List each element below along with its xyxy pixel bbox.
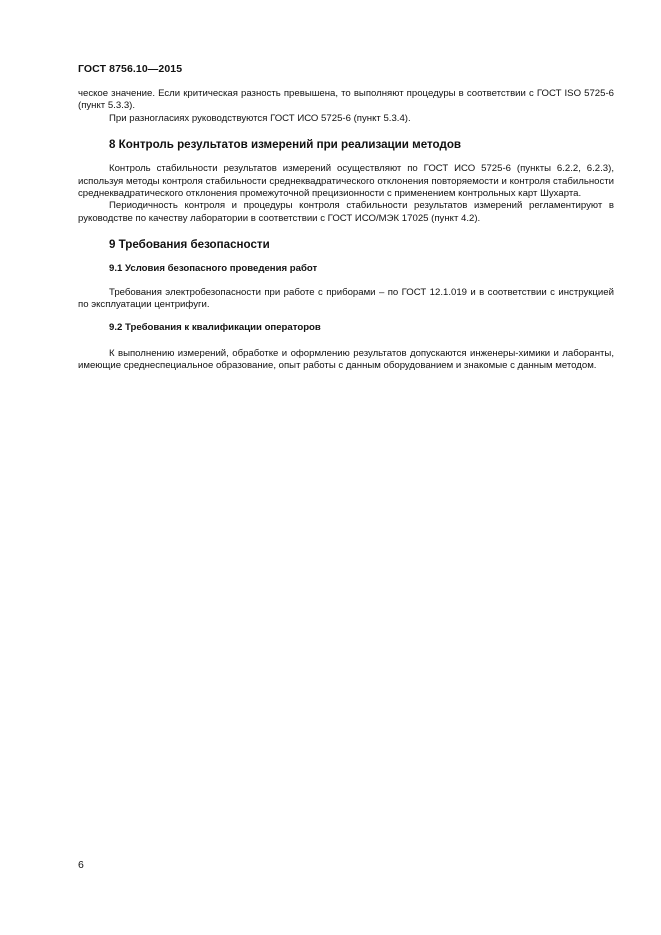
section-8-paragraph-1: Контроль стабильности результатов измерений осуществляют по ГОСТ ИСО 5725-6 (пункты 6.2.2, 6.2.3), используя методы контроля стабильности среднеквадратического отклонения повторяемости и контроля стабильности среднеквадратического отклонения промежуточной прецизионности с применением контрольных карт Шухарта.	[78, 163, 614, 200]
section-8-paragraph-2: Периодичность контроля и процедуры контроля стабильности результатов измерений регламентируют в руководстве по качеству лаборатории в соответствии с ГОСТ ИСО/МЭК 17025 (пункт 4.2).	[78, 200, 614, 224]
page-content	[78, 88, 614, 373]
subsection-9-1-heading: 9.1 Условия безопасного проведения работ	[109, 263, 318, 275]
subsection-9-1-text: Требования электробезопасности при работе с приборами – по ГОСТ 12.1.019 и в соответствии с инструкцией по эксплуатации центрифуги.	[78, 286, 614, 311]
subsection-9-2-text: К выполнению измерений, обработке и оформлению результатов допускаются инженеры-химики и лаборанты, имеющие среднеспециальное образование, опыт работы с данным оборудованием и знакомые с данным методом.	[78, 347, 614, 372]
intro-paragraph-2: При разногласиях руководствуются ГОСТ ИСО 5725-6 (пункт 5.3.4).	[109, 112, 411, 124]
page-number: 6	[78, 859, 84, 871]
intro-paragraph-1: ческое значение. Если критическая разность превышена, то выполняют процедуры в соответствии с ГОСТ ISO 5725-6 (пункт 5.3.3).	[78, 88, 614, 112]
document-header: ГОСТ 8756.10—2015	[78, 63, 183, 75]
section-8-heading: 8 Контроль результатов измерений при реализации методов	[109, 138, 462, 152]
section-9-heading: 9 Требования безопасности	[109, 238, 270, 252]
subsection-9-2-heading: 9.2 Требования к квалификации операторов	[109, 322, 321, 334]
